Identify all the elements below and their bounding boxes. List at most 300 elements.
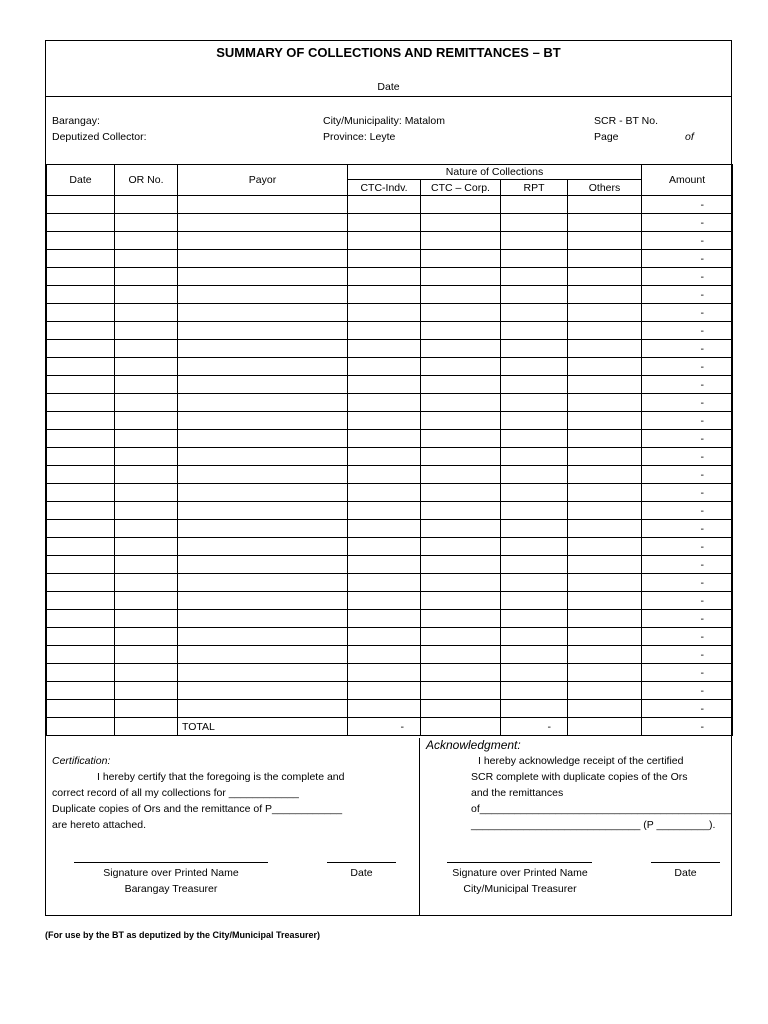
row-or-no-cell: [115, 628, 178, 646]
row-payor-cell: [178, 682, 348, 700]
row-others-cell: [568, 214, 642, 232]
row-amount-cell: -: [642, 538, 733, 556]
row-or-no-cell: [115, 664, 178, 682]
table-row: [47, 286, 733, 304]
row-ctc-indv-cell: [348, 268, 421, 286]
col-header-amount: Amount: [642, 165, 733, 196]
row-or-no-cell: [115, 682, 178, 700]
row-payor-cell: [178, 592, 348, 610]
row-amount-cell: -: [642, 502, 733, 520]
cert-signature-label: Signature over Printed Name: [103, 867, 239, 879]
certification-line-1: I hereby certify that the foregoing is the complete and: [97, 771, 345, 783]
row-amount-cell: -: [642, 232, 733, 250]
row-ctc-indv-cell: [348, 538, 421, 556]
form-frame: [45, 40, 732, 916]
province-label: Province: Leyte: [323, 131, 396, 143]
row-amount-cell: -: [642, 214, 733, 232]
row-date-cell: [47, 502, 115, 520]
table-row: [47, 556, 733, 574]
row-or-no-cell: [115, 574, 178, 592]
row-or-no-cell: [115, 430, 178, 448]
row-or-no-cell: [115, 700, 178, 718]
row-or-no-cell: [115, 268, 178, 286]
row-payor-cell: [178, 574, 348, 592]
row-payor-cell: [178, 430, 348, 448]
row-date-cell: [47, 556, 115, 574]
row-others-cell: [568, 700, 642, 718]
table-row: [47, 268, 733, 286]
row-payor-cell: [178, 610, 348, 628]
row-others-cell: [568, 232, 642, 250]
footnote: (For use by the BT as deputized by the City/Municipal Treasurer): [45, 930, 321, 940]
row-rpt-cell: [501, 358, 568, 376]
row-or-no-cell: [115, 304, 178, 322]
page-of-label: of: [685, 131, 694, 143]
total-ctc-corp: [421, 718, 501, 736]
row-date-cell: [47, 484, 115, 502]
cert-signature-title: Barangay Treasurer: [124, 883, 218, 895]
cert-date-label: Date: [350, 867, 373, 879]
row-rpt-cell: [501, 322, 568, 340]
col-header-ctc-indv: CTC-Indv.: [348, 180, 421, 196]
total-or-cell: [115, 718, 178, 736]
row-others-cell: [568, 250, 642, 268]
row-others-cell: [568, 556, 642, 574]
row-or-no-cell: [115, 286, 178, 304]
row-ctc-indv-cell: [348, 358, 421, 376]
row-others-cell: [568, 430, 642, 448]
row-payor-cell: [178, 376, 348, 394]
row-ctc-indv-cell: [348, 646, 421, 664]
title-area: [46, 41, 731, 97]
row-ctc-indv-cell: [348, 628, 421, 646]
row-ctc-corp-cell: [421, 358, 501, 376]
total-rpt: -: [501, 718, 568, 736]
row-date-cell: [47, 358, 115, 376]
row-rpt-cell: [501, 448, 568, 466]
col-header-nature: Nature of Collections: [348, 165, 642, 180]
col-header-payor: Payor: [178, 165, 348, 196]
row-payor-cell: [178, 484, 348, 502]
row-or-no-cell: [115, 646, 178, 664]
certification-line-4: are hereto attached.: [52, 819, 146, 831]
row-amount-cell: -: [642, 322, 733, 340]
collections-table-wrap: [46, 164, 731, 736]
row-amount-cell: -: [642, 376, 733, 394]
row-ctc-indv-cell: [348, 682, 421, 700]
table-row: [47, 484, 733, 502]
row-ctc-corp-cell: [421, 322, 501, 340]
row-ctc-indv-cell: [348, 340, 421, 358]
acknowledgment-heading: Acknowledgment:: [426, 738, 521, 752]
row-ctc-corp-cell: [421, 214, 501, 232]
row-payor-cell: [178, 520, 348, 538]
row-ctc-corp-cell: [421, 196, 501, 214]
row-payor-cell: [178, 358, 348, 376]
row-amount-cell: -: [642, 610, 733, 628]
row-or-no-cell: [115, 340, 178, 358]
row-amount-cell: -: [642, 520, 733, 538]
row-date-cell: [47, 412, 115, 430]
row-ctc-indv-cell: [348, 448, 421, 466]
row-payor-cell: [178, 322, 348, 340]
row-others-cell: [568, 376, 642, 394]
row-others-cell: [568, 466, 642, 484]
row-date-cell: [47, 286, 115, 304]
row-ctc-corp-cell: [421, 286, 501, 304]
acknowledgment-line-3: and the remittances: [471, 787, 564, 799]
deputized-collector-label: Deputized Collector:: [52, 131, 147, 143]
row-ctc-corp-cell: [421, 304, 501, 322]
row-others-cell: [568, 610, 642, 628]
signature-section: [46, 738, 731, 915]
row-or-no-cell: [115, 322, 178, 340]
row-rpt-cell: [501, 700, 568, 718]
table-row: [47, 412, 733, 430]
row-ctc-indv-cell: [348, 700, 421, 718]
acknowledgment-line-2: SCR complete with duplicate copies of the Ors: [471, 771, 688, 783]
row-others-cell: [568, 646, 642, 664]
total-label: TOTAL: [178, 718, 348, 736]
ack-date-line: [651, 862, 720, 863]
row-amount-cell: -: [642, 466, 733, 484]
row-rpt-cell: [501, 502, 568, 520]
acknowledgment-line-5: _____________________________ (P _________).: [471, 819, 716, 831]
table-row: [47, 394, 733, 412]
row-date-cell: [47, 214, 115, 232]
row-others-cell: [568, 682, 642, 700]
row-amount-cell: -: [642, 412, 733, 430]
row-date-cell: [47, 376, 115, 394]
row-rpt-cell: [501, 682, 568, 700]
table-row: [47, 322, 733, 340]
row-rpt-cell: [501, 610, 568, 628]
row-ctc-corp-cell: [421, 592, 501, 610]
row-rpt-cell: [501, 268, 568, 286]
row-or-no-cell: [115, 196, 178, 214]
row-ctc-indv-cell: [348, 232, 421, 250]
row-ctc-indv-cell: [348, 214, 421, 232]
collections-table: [46, 164, 733, 736]
acknowledgment-line-1: I hereby acknowledge receipt of the certified: [478, 755, 684, 767]
row-or-no-cell: [115, 520, 178, 538]
row-ctc-indv-cell: [348, 412, 421, 430]
row-others-cell: [568, 340, 642, 358]
ack-date-label: Date: [674, 867, 697, 879]
total-ctc-indv: -: [348, 718, 421, 736]
row-payor-cell: [178, 664, 348, 682]
row-rpt-cell: [501, 304, 568, 322]
row-ctc-corp-cell: [421, 574, 501, 592]
row-or-no-cell: [115, 358, 178, 376]
row-amount-cell: -: [642, 340, 733, 358]
row-ctc-indv-cell: [348, 610, 421, 628]
row-ctc-corp-cell: [421, 628, 501, 646]
row-rpt-cell: [501, 430, 568, 448]
table-row: [47, 592, 733, 610]
row-rpt-cell: [501, 412, 568, 430]
row-rpt-cell: [501, 520, 568, 538]
row-ctc-corp-cell: [421, 484, 501, 502]
row-payor-cell: [178, 466, 348, 484]
row-date-cell: [47, 610, 115, 628]
row-ctc-corp-cell: [421, 538, 501, 556]
row-date-cell: [47, 304, 115, 322]
row-ctc-corp-cell: [421, 412, 501, 430]
row-ctc-corp-cell: [421, 340, 501, 358]
row-ctc-corp-cell: [421, 232, 501, 250]
table-row: [47, 664, 733, 682]
row-rpt-cell: [501, 628, 568, 646]
table-row: [47, 646, 733, 664]
row-others-cell: [568, 484, 642, 502]
row-or-no-cell: [115, 592, 178, 610]
row-amount-cell: -: [642, 250, 733, 268]
row-date-cell: [47, 682, 115, 700]
row-amount-cell: -: [642, 574, 733, 592]
row-payor-cell: [178, 412, 348, 430]
row-others-cell: [568, 520, 642, 538]
row-ctc-indv-cell: [348, 196, 421, 214]
row-ctc-indv-cell: [348, 592, 421, 610]
row-ctc-indv-cell: [348, 520, 421, 538]
row-date-cell: [47, 394, 115, 412]
row-ctc-indv-cell: [348, 466, 421, 484]
table-row: [47, 232, 733, 250]
row-rpt-cell: [501, 196, 568, 214]
section-divider: [419, 738, 420, 915]
table-row: [47, 574, 733, 592]
row-ctc-indv-cell: [348, 286, 421, 304]
date-label: Date: [377, 81, 400, 93]
row-ctc-indv-cell: [348, 484, 421, 502]
row-rpt-cell: [501, 214, 568, 232]
row-ctc-corp-cell: [421, 250, 501, 268]
row-others-cell: [568, 502, 642, 520]
table-row: [47, 610, 733, 628]
row-payor-cell: [178, 556, 348, 574]
row-ctc-corp-cell: [421, 268, 501, 286]
row-ctc-indv-cell: [348, 502, 421, 520]
page-label: Page: [594, 131, 619, 143]
cert-date-line: [327, 862, 396, 863]
row-or-no-cell: [115, 214, 178, 232]
row-rpt-cell: [501, 484, 568, 502]
row-payor-cell: [178, 250, 348, 268]
row-ctc-indv-cell: [348, 430, 421, 448]
row-payor-cell: [178, 394, 348, 412]
row-payor-cell: [178, 448, 348, 466]
table-row: [47, 502, 733, 520]
row-payor-cell: [178, 304, 348, 322]
row-date-cell: [47, 646, 115, 664]
row-others-cell: [568, 304, 642, 322]
row-payor-cell: [178, 628, 348, 646]
row-or-no-cell: [115, 448, 178, 466]
row-rpt-cell: [501, 664, 568, 682]
row-or-no-cell: [115, 610, 178, 628]
row-ctc-corp-cell: [421, 664, 501, 682]
row-payor-cell: [178, 196, 348, 214]
row-ctc-indv-cell: [348, 322, 421, 340]
col-header-ctc-corp: CTC – Corp.: [421, 180, 501, 196]
row-rpt-cell: [501, 574, 568, 592]
scr-no-label: SCR - BT No.: [594, 115, 658, 127]
table-body: [47, 196, 733, 718]
row-amount-cell: -: [642, 664, 733, 682]
row-ctc-indv-cell: [348, 574, 421, 592]
col-header-others: Others: [568, 180, 642, 196]
certification-heading: Certification:: [52, 755, 111, 767]
row-ctc-indv-cell: [348, 304, 421, 322]
row-rpt-cell: [501, 466, 568, 484]
row-others-cell: [568, 538, 642, 556]
row-ctc-indv-cell: [348, 376, 421, 394]
row-date-cell: [47, 592, 115, 610]
ack-signature-label: Signature over Printed Name: [452, 867, 588, 879]
row-others-cell: [568, 664, 642, 682]
row-amount-cell: -: [642, 484, 733, 502]
row-payor-cell: [178, 232, 348, 250]
row-amount-cell: -: [642, 556, 733, 574]
table-row: [47, 430, 733, 448]
row-amount-cell: -: [642, 628, 733, 646]
table-row: [47, 628, 733, 646]
row-or-no-cell: [115, 502, 178, 520]
row-date-cell: [47, 700, 115, 718]
row-payor-cell: [178, 502, 348, 520]
table-row: [47, 340, 733, 358]
row-or-no-cell: [115, 394, 178, 412]
total-date-cell: [47, 718, 115, 736]
row-rpt-cell: [501, 394, 568, 412]
row-rpt-cell: [501, 376, 568, 394]
cert-signature-line: [74, 862, 268, 863]
total-row: [47, 718, 733, 736]
row-rpt-cell: [501, 340, 568, 358]
row-payor-cell: [178, 700, 348, 718]
row-ctc-corp-cell: [421, 502, 501, 520]
row-date-cell: [47, 538, 115, 556]
row-amount-cell: -: [642, 430, 733, 448]
row-date-cell: [47, 448, 115, 466]
row-or-no-cell: [115, 484, 178, 502]
row-amount-cell: -: [642, 448, 733, 466]
row-ctc-corp-cell: [421, 430, 501, 448]
row-payor-cell: [178, 646, 348, 664]
row-ctc-corp-cell: [421, 610, 501, 628]
row-ctc-corp-cell: [421, 682, 501, 700]
row-amount-cell: -: [642, 358, 733, 376]
row-payor-cell: [178, 286, 348, 304]
row-rpt-cell: [501, 286, 568, 304]
table-row: [47, 376, 733, 394]
row-others-cell: [568, 412, 642, 430]
row-ctc-corp-cell: [421, 376, 501, 394]
row-date-cell: [47, 196, 115, 214]
row-rpt-cell: [501, 250, 568, 268]
row-or-no-cell: [115, 232, 178, 250]
acknowledgment-line-4: of___________________________________________: [471, 803, 731, 815]
row-or-no-cell: [115, 466, 178, 484]
row-amount-cell: -: [642, 286, 733, 304]
city-municipality-label: City/Municipality: Matalom: [323, 115, 445, 127]
table-row: [47, 700, 733, 718]
row-rpt-cell: [501, 538, 568, 556]
row-date-cell: [47, 430, 115, 448]
row-date-cell: [47, 322, 115, 340]
row-payor-cell: [178, 340, 348, 358]
row-others-cell: [568, 358, 642, 376]
row-others-cell: [568, 628, 642, 646]
certification-line-3: Duplicate copies of Ors and the remittance of P____________: [52, 803, 343, 815]
row-date-cell: [47, 574, 115, 592]
row-amount-cell: -: [642, 682, 733, 700]
table-row: [47, 538, 733, 556]
barangay-label: Barangay:: [52, 115, 100, 127]
row-or-no-cell: [115, 556, 178, 574]
row-rpt-cell: [501, 556, 568, 574]
row-date-cell: [47, 232, 115, 250]
row-rpt-cell: [501, 232, 568, 250]
row-date-cell: [47, 340, 115, 358]
row-rpt-cell: [501, 646, 568, 664]
row-date-cell: [47, 520, 115, 538]
col-header-date: Date: [47, 165, 115, 196]
row-amount-cell: -: [642, 592, 733, 610]
table-row: [47, 520, 733, 538]
row-amount-cell: -: [642, 394, 733, 412]
row-amount-cell: -: [642, 268, 733, 286]
row-date-cell: [47, 466, 115, 484]
row-or-no-cell: [115, 250, 178, 268]
col-header-rpt: RPT: [501, 180, 568, 196]
row-amount-cell: -: [642, 700, 733, 718]
row-others-cell: [568, 196, 642, 214]
ack-signature-title: City/Municipal Treasurer: [463, 883, 577, 895]
form-title: SUMMARY OF COLLECTIONS AND REMITTANCES – BT: [216, 45, 561, 60]
row-others-cell: [568, 322, 642, 340]
row-ctc-corp-cell: [421, 700, 501, 718]
table-row: [47, 196, 733, 214]
row-ctc-corp-cell: [421, 394, 501, 412]
row-or-no-cell: [115, 376, 178, 394]
row-amount-cell: -: [642, 196, 733, 214]
row-others-cell: [568, 574, 642, 592]
row-others-cell: [568, 394, 642, 412]
row-payor-cell: [178, 538, 348, 556]
row-ctc-corp-cell: [421, 520, 501, 538]
row-others-cell: [568, 286, 642, 304]
row-date-cell: [47, 268, 115, 286]
table-row: [47, 358, 733, 376]
row-date-cell: [47, 664, 115, 682]
table-row: [47, 304, 733, 322]
row-rpt-cell: [501, 592, 568, 610]
row-or-no-cell: [115, 412, 178, 430]
row-ctc-corp-cell: [421, 448, 501, 466]
row-ctc-corp-cell: [421, 646, 501, 664]
table-row: [47, 448, 733, 466]
total-others: [568, 718, 642, 736]
row-ctc-corp-cell: [421, 556, 501, 574]
row-amount-cell: -: [642, 646, 733, 664]
row-or-no-cell: [115, 538, 178, 556]
row-ctc-indv-cell: [348, 250, 421, 268]
row-ctc-corp-cell: [421, 466, 501, 484]
row-payor-cell: [178, 214, 348, 232]
table-row: [47, 214, 733, 232]
